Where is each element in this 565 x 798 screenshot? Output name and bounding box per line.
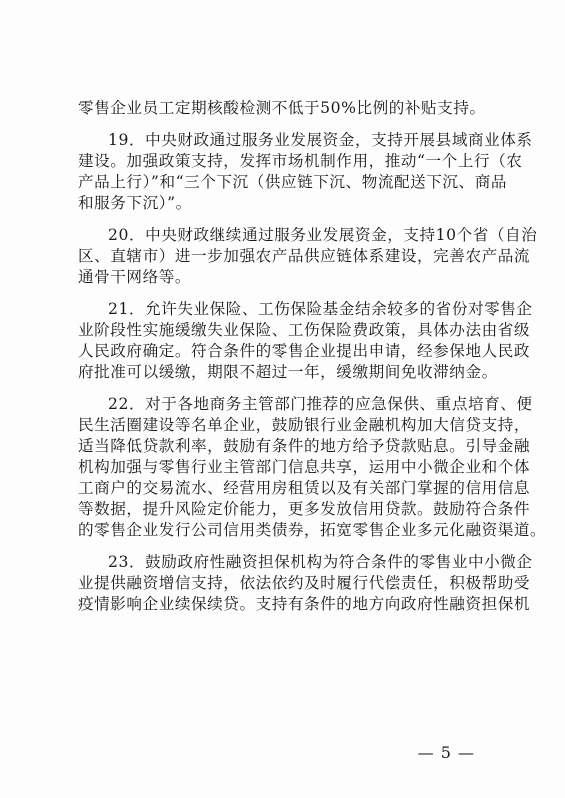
paragraph-line: 的零售企业发行公司信用类债券，拓宽零售企业多元化融资渠道。 xyxy=(78,521,547,539)
paragraph-line: 府批准可以缓缴，期限不超过一年，缓缴期间免收滞纳金。 xyxy=(78,363,498,381)
paragraph-line: 19．中央财政通过服务业发展资金，支持开展县域商业体系 xyxy=(108,131,533,149)
paragraph-line: 产品上行）”和“三个下沉（供应链下沉、物流配送下沉、商品 xyxy=(78,173,507,191)
paragraph-line: 疫情影响企业续保续贷。支持有条件的地方向政府性融资担保机 xyxy=(78,595,531,613)
paragraph-line: 通骨干网络等。 xyxy=(78,268,192,286)
paragraph-line: 业提供融资增信支持，依法依约及时履行代偿责任，积极帮助受 xyxy=(78,574,531,592)
paragraph-line: 等数据，提升风险定价能力，更多发放信用贷款。鼓励符合条件 xyxy=(78,500,531,518)
paragraph-line: 和服务下沉）”。 xyxy=(78,194,192,212)
paragraph-line: 工商户的交易流水、经营用房租赁以及有关部门掌握的信用信息 xyxy=(78,479,531,497)
paragraph-line: 建设。加强政策支持，发挥市场机制作用，推动“一个上行（农 xyxy=(78,152,523,170)
paragraph-line: 机构加强与零售行业主管部门信息共享，运用中小微企业和个体 xyxy=(78,458,531,476)
paragraph-line: 区、直辖市）进一步加强农产品供应链体系建设，完善农产品流 xyxy=(78,247,531,265)
paragraph-line: 人民政府确定。符合条件的零售企业提出申请，经参保地人民政 xyxy=(78,342,531,360)
paragraph-line: 20．中央财政继续通过服务业发展资金，支持10个省（自治 xyxy=(108,226,538,244)
paragraph-line: 21．允许失业保险、工伤保险基金结余较多的省份对零售企 xyxy=(108,300,533,318)
document-body xyxy=(78,98,547,615)
paragraph-line: 22．对于各地商务主管部门推荐的应急保供、重点培育、便 xyxy=(108,395,533,413)
paragraph-line: 23．鼓励政府性融资担保机构为符合条件的零售业中小微企 xyxy=(108,553,533,571)
paragraph-line: 民生活圈建设等名单企业，鼓励银行业金融机构加大信贷支持， xyxy=(78,416,531,434)
paragraph-line: 业阶段性实施缓缴失业保险、工伤保险费政策，具体办法由省级 xyxy=(78,321,531,339)
paragraph-line: 零售企业员工定期核酸检测不低于50%比例的补贴支持。 xyxy=(78,99,486,117)
page-number: — 5 — xyxy=(417,743,475,762)
paragraph-line: 适当降低贷款利率，鼓励有条件的地方给予贷款贴息。引导金融 xyxy=(78,437,531,455)
